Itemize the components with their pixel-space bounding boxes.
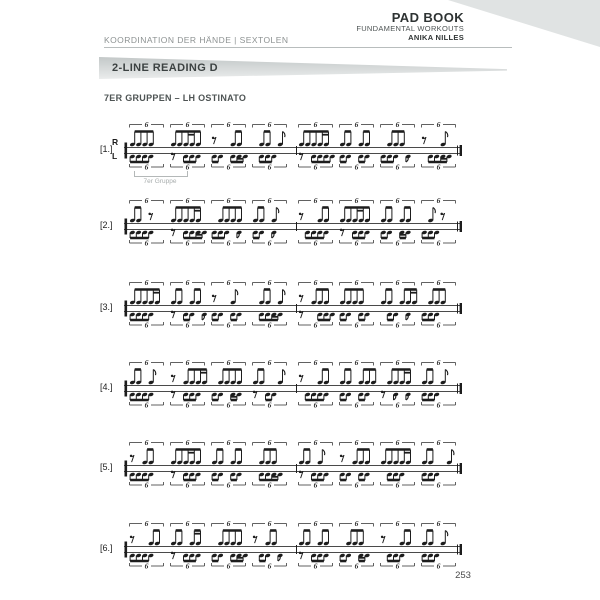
tuplet-number: 6 [313, 196, 318, 206]
tuplet-number: 6 [354, 438, 359, 448]
tuplet-number: 6 [185, 320, 190, 330]
tuplet-number: 6 [313, 358, 318, 368]
tuplet-number: 6 [144, 400, 149, 410]
tuplet-number: 6 [185, 358, 190, 368]
tuplet-number: 6 [354, 519, 359, 529]
system-label: [3.] [100, 302, 113, 312]
tuplet-number: 6 [313, 480, 318, 490]
tuplet-number: 6 [267, 400, 272, 410]
tuplet-number: 6 [436, 561, 441, 571]
exercise-title: 7ER GRUPPEN – LH OSTINATO [104, 93, 247, 103]
tuplet-number: 6 [436, 400, 441, 410]
tuplet-number: 6 [185, 278, 190, 288]
tuplet-number: 6 [267, 561, 272, 571]
tuplet-number: 6 [226, 320, 231, 330]
tuplet-number: 6 [313, 120, 318, 130]
tuplet-number: 6 [354, 196, 359, 206]
tuplet-number: 6 [267, 519, 272, 529]
tuplet-number: 6 [436, 519, 441, 529]
tuplet-number: 6 [436, 162, 441, 172]
tuplet-number: 6 [313, 400, 318, 410]
tuplet-number: 6 [436, 278, 441, 288]
notation-system [124, 272, 464, 336]
notation-system [124, 190, 464, 254]
notation-system [124, 432, 464, 496]
tuplet-number: 6 [354, 358, 359, 368]
tuplet-number: 6 [395, 196, 400, 206]
tuplet-number: 6 [226, 438, 231, 448]
tuplet-number: 6 [395, 278, 400, 288]
hand-label-left: L [112, 151, 118, 161]
tuplet-number: 6 [395, 238, 400, 248]
tuplet-number: 6 [267, 480, 272, 490]
tuplet-number: 6 [185, 120, 190, 130]
tuplet-number: 6 [144, 358, 149, 368]
system-label: [2.] [100, 220, 113, 230]
tuplet-number: 6 [144, 162, 149, 172]
tuplet-number: 6 [395, 561, 400, 571]
tuplet-number: 6 [226, 519, 231, 529]
tuplet-number: 6 [185, 438, 190, 448]
tuplet-number: 6 [144, 320, 149, 330]
tuplet-number: 6 [436, 320, 441, 330]
tuplet-number: 6 [144, 238, 149, 248]
system-label: [1.] [100, 144, 113, 154]
tuplet-number: 6 [267, 438, 272, 448]
tuplet-number: 6 [436, 196, 441, 206]
tuplet-number: 6 [395, 358, 400, 368]
tuplet-number: 6 [185, 561, 190, 571]
tuplet-number: 6 [144, 120, 149, 130]
tuplet-number: 6 [436, 358, 441, 368]
tuplet-number: 6 [185, 480, 190, 490]
tuplet-number: 6 [395, 438, 400, 448]
tuplet-number: 6 [144, 438, 149, 448]
brand-author: ANIKA NILLES [408, 32, 464, 42]
tuplet-number: 6 [436, 480, 441, 490]
tuplet-number: 6 [395, 120, 400, 130]
tuplet-number: 6 [185, 162, 190, 172]
tuplet-number: 6 [226, 238, 231, 248]
tuplet-number: 6 [267, 196, 272, 206]
tuplet-number: 6 [395, 320, 400, 330]
tuplet-number: 6 [226, 561, 231, 571]
tuplet-number: 6 [395, 400, 400, 410]
tuplet-number: 6 [144, 480, 149, 490]
tuplet-number: 6 [354, 120, 359, 130]
tuplet-number: 6 [267, 358, 272, 368]
notation-system [124, 114, 464, 178]
system-label: [5.] [100, 462, 113, 472]
tuplet-number: 6 [226, 120, 231, 130]
tuplet-number: 6 [267, 120, 272, 130]
tuplet-number: 6 [354, 238, 359, 248]
system-label: [6.] [100, 543, 113, 553]
tuplet-number: 6 [313, 438, 318, 448]
tuplet-number: 6 [313, 278, 318, 288]
hand-label-right: R [112, 137, 119, 147]
tuplet-number: 6 [354, 400, 359, 410]
tuplet-number: 6 [313, 320, 318, 330]
tuplet-number: 6 [354, 480, 359, 490]
tuplet-number: 6 [144, 519, 149, 529]
tuplet-number: 6 [395, 519, 400, 529]
section-title: 2-LINE READING D [112, 62, 219, 74]
seven-group-annotation: 7er Gruppe [143, 178, 177, 185]
tuplet-number: 6 [436, 438, 441, 448]
tuplet-number: 6 [395, 480, 400, 490]
tuplet-number: 6 [185, 400, 190, 410]
tuplet-number: 6 [313, 561, 318, 571]
tuplet-number: 6 [185, 519, 190, 529]
tuplet-number: 6 [354, 561, 359, 571]
notation-system [124, 513, 464, 577]
tuplet-number: 6 [267, 162, 272, 172]
tuplet-number: 6 [267, 278, 272, 288]
tuplet-number: 6 [144, 561, 149, 571]
tuplet-number: 6 [395, 162, 400, 172]
tuplet-number: 6 [226, 480, 231, 490]
tuplet-number: 6 [185, 238, 190, 248]
tuplet-number: 6 [313, 162, 318, 172]
brand-subtitle: FUNDAMENTAL WORKOUTS [356, 24, 464, 33]
tuplet-number: 6 [185, 196, 190, 206]
tuplet-number: 6 [436, 238, 441, 248]
notation-system [124, 352, 464, 416]
tuplet-number: 6 [226, 278, 231, 288]
tuplet-number: 6 [267, 238, 272, 248]
tuplet-number: 6 [267, 320, 272, 330]
tuplet-number: 6 [436, 120, 441, 130]
system-label: [4.] [100, 382, 113, 392]
tuplet-number: 6 [354, 162, 359, 172]
page-number: 253 [455, 570, 471, 581]
tuplet-number: 6 [313, 519, 318, 529]
tuplet-number: 6 [313, 238, 318, 248]
brand-title: PAD BOOK [391, 10, 464, 25]
tuplet-number: 6 [144, 196, 149, 206]
tuplet-number: 6 [226, 162, 231, 172]
tuplet-number: 6 [354, 278, 359, 288]
tuplet-number: 6 [354, 320, 359, 330]
tuplet-number: 6 [226, 400, 231, 410]
tuplet-number: 6 [144, 278, 149, 288]
tuplet-number: 6 [226, 196, 231, 206]
breadcrumb: KOORDINATION DER HÄNDE | SEXTOLEN [104, 35, 289, 45]
tuplet-number: 6 [226, 358, 231, 368]
